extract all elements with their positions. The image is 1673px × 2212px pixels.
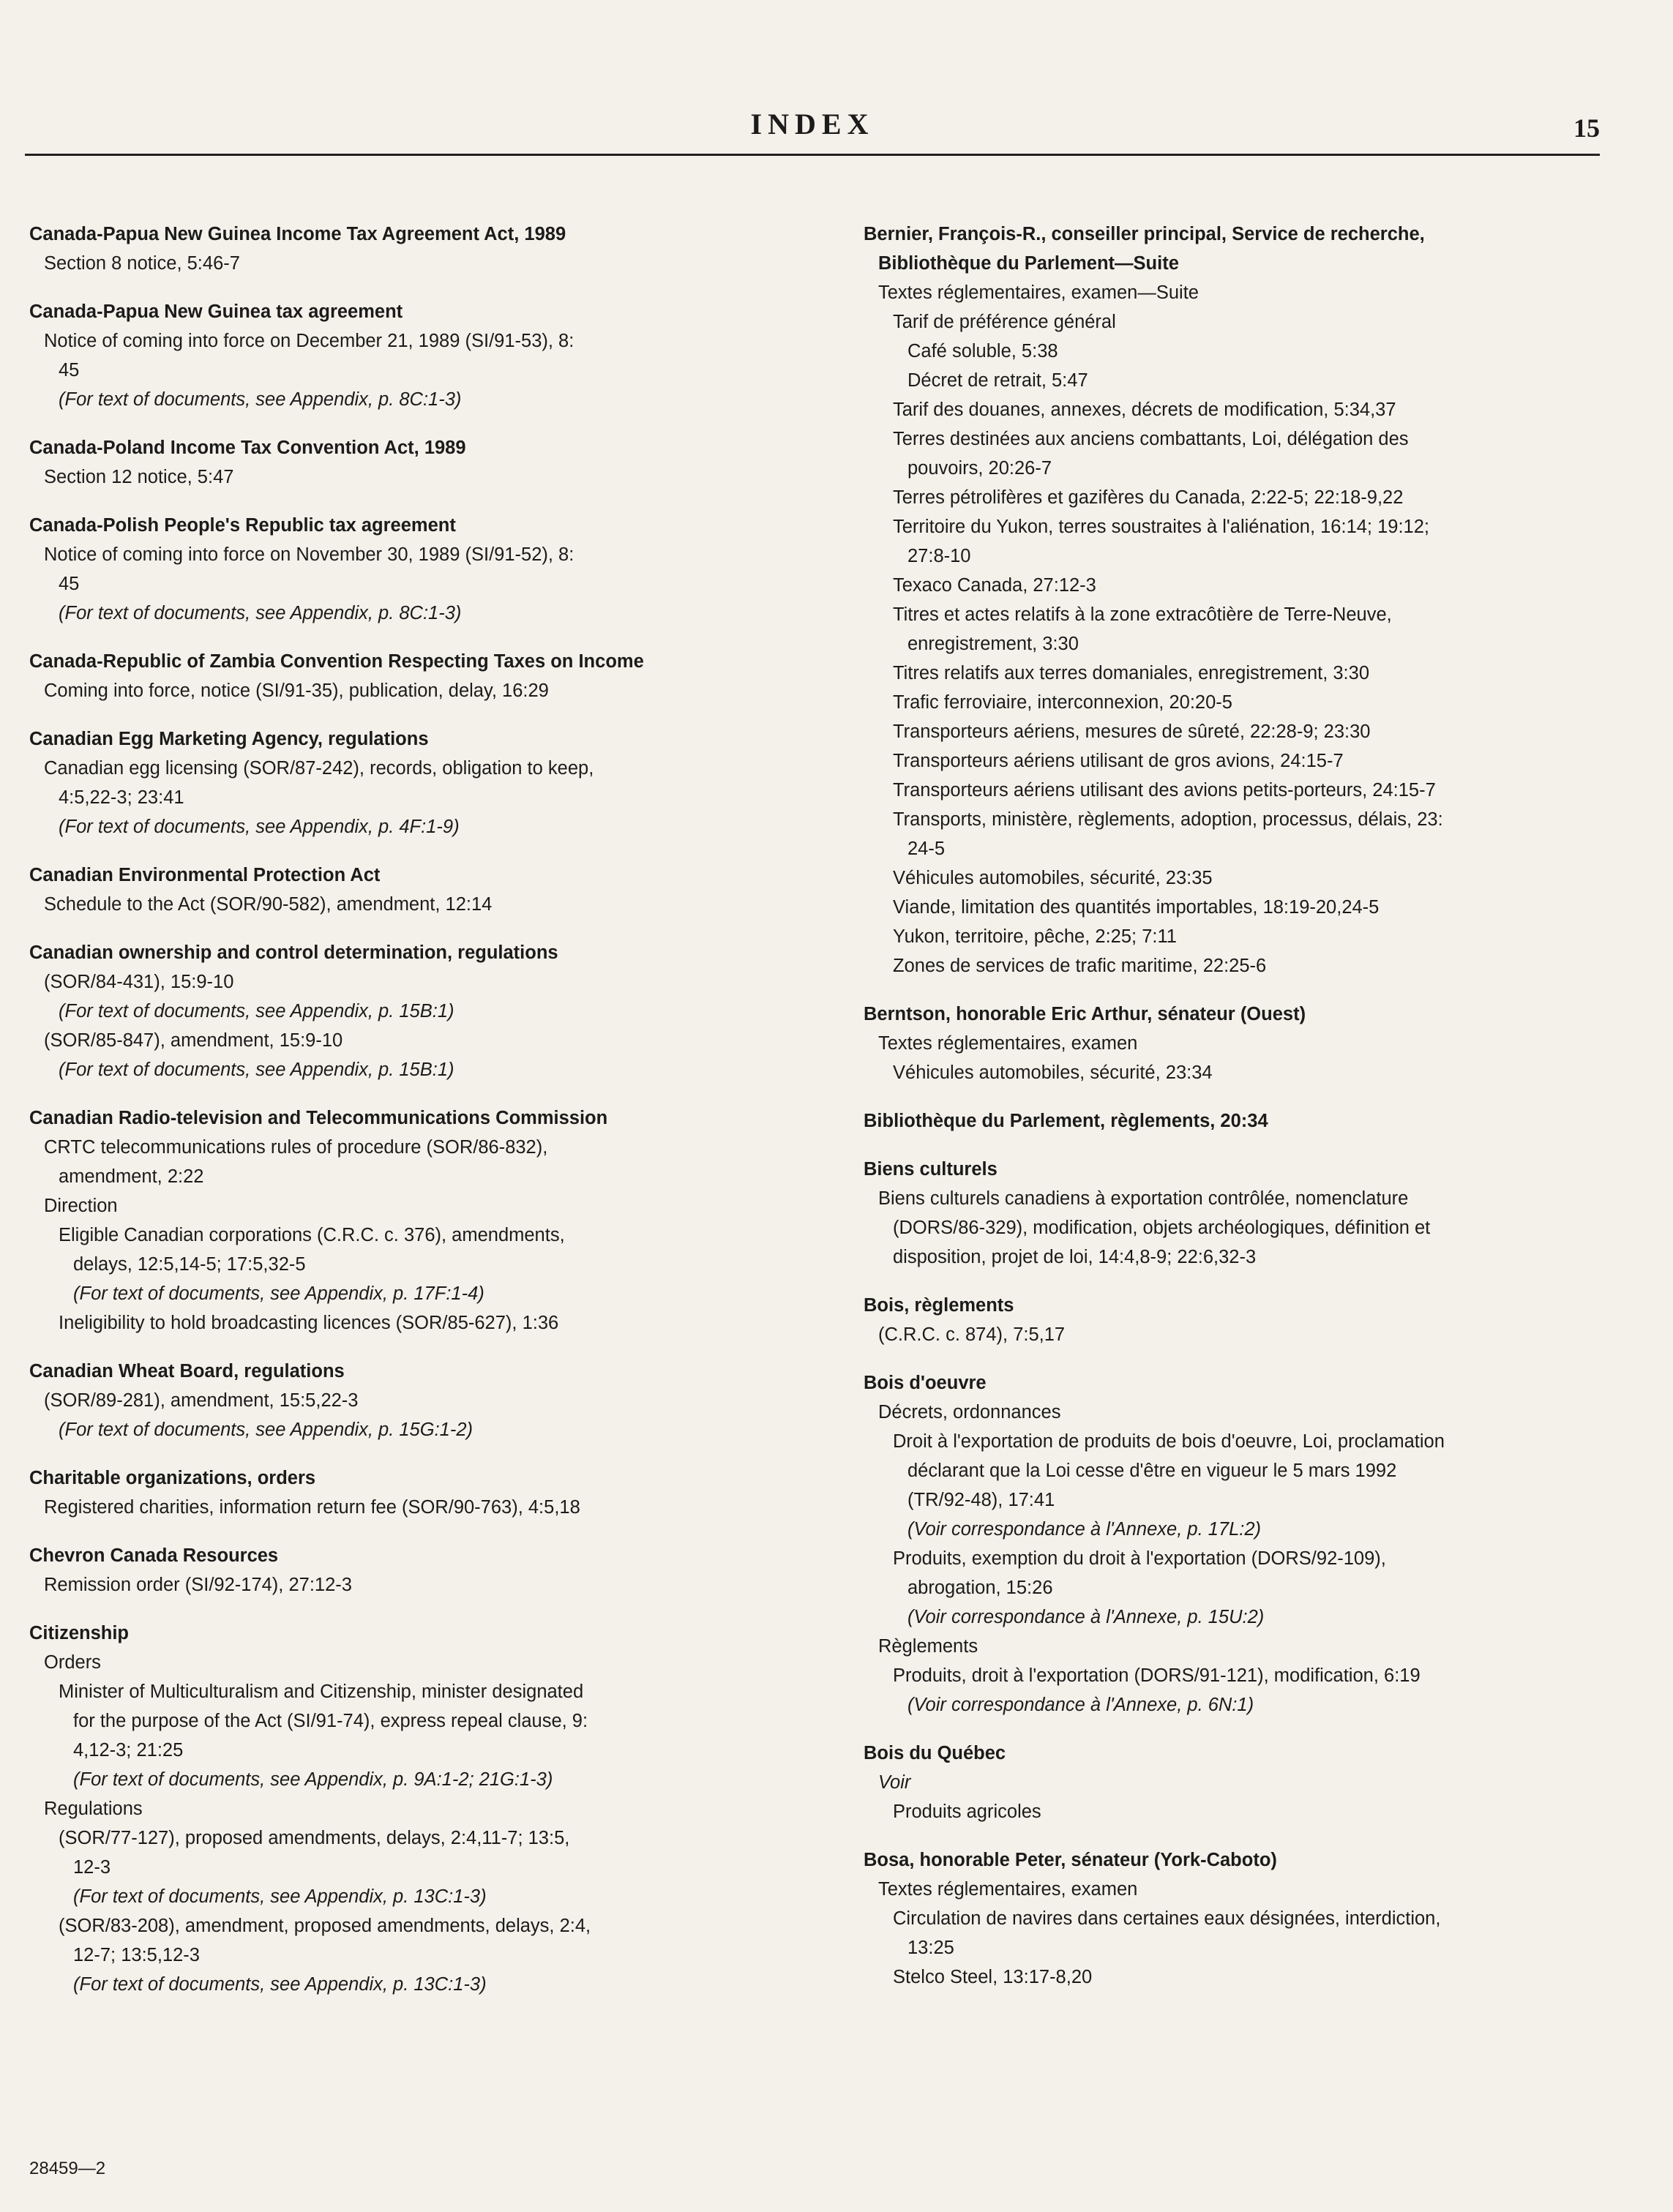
index-line: 45 [59,360,80,380]
index-entry [29,511,783,628]
index-line: Notice of coming into force on November 30, 1989 (SI/91-52), 8: [44,544,574,565]
index-line: 45 [59,574,80,594]
index-line: Véhicules automobiles, sécurité, 23:35 [893,868,1213,888]
index-line: Registered charities, information return fee (SOR/90-763), 4:5,18 [44,1497,580,1518]
index-line: Produits agricoles [893,1802,1041,1822]
index-line: Yukon, territoire, pêche, 2:25; 7:11 [893,926,1177,947]
index-column-left [29,220,783,2018]
index-line: Transporteurs aériens utilisant des avions petits-porteurs, 24:15-7 [893,780,1436,801]
index-line: 4:5,22-3; 23:41 [59,787,184,808]
index-line: déclarant que la Loi cesse d'être en vigueur le 5 mars 1992 [907,1461,1397,1481]
index-line: Minister of Multiculturalism and Citizenship, minister designated [59,1682,584,1702]
index-heading: Bernier, François-R., conseiller principal, Service de recherche, [864,224,1425,244]
index-line: (C.R.C. c. 874), 7:5,17 [878,1324,1066,1345]
index-line: (For text of documents, see Appendix, p. 8C:1-3) [59,603,462,623]
index-line: Viande, limitation des quantités importables, 18:19-20,24-5 [893,897,1380,918]
index-line: Textes réglementaires, examen—Suite [878,282,1199,303]
index-line: pouvoirs, 20:26-7 [907,458,1052,479]
index-line: Eligible Canadian corporations (C.R.C. c. 376), amendments, [59,1225,565,1245]
index-line: Zones de services de trafic maritime, 22:25-6 [893,956,1267,976]
page-title: INDEX [750,108,875,140]
index-heading: Bois, règlements [864,1295,1014,1316]
index-line: (Voir correspondance à l'Annexe, p. 17L:2) [907,1519,1262,1540]
index-entry [29,1463,783,1522]
index-line: Textes réglementaires, examen [878,1879,1138,1900]
index-line: Stelco Steel, 13:17-8,20 [893,1967,1093,1987]
index-line: enregistrement, 3:30 [907,634,1079,654]
index-line: Décret de retrait, 5:47 [907,370,1088,391]
index-line: Terres destinées aux anciens combattants, Loi, délégation des [893,429,1409,449]
index-line: amendment, 2:22 [59,1166,204,1187]
index-line: (SOR/89-281), amendment, 15:5,22-3 [44,1390,359,1411]
index-line: disposition, projet de loi, 14:4,8-9; 22:6,32-3 [893,1247,1257,1267]
index-heading: Canada-Poland Income Tax Convention Act, 1989 [29,438,466,458]
index-line: Café soluble, 5:38 [907,341,1058,361]
index-line: Notice of coming into force on December 21, 1989 (SI/91-53), 8: [44,331,574,351]
index-entry [29,1619,783,1999]
index-line: (For text of documents, see Appendix, p. 9A:1-2; 21G:1-3) [73,1769,553,1790]
index-line: Coming into force, notice (SI/91-35), publication, delay, 16:29 [44,681,549,701]
index-line: (For text of documents, see Appendix, p. 4F:1-9) [59,817,460,837]
index-heading: Chevron Canada Resources [29,1545,279,1566]
index-line: (SOR/84-431), 15:9-10 [44,972,234,992]
index-line: Orders [44,1652,101,1673]
index-line: Schedule to the Act (SOR/90-582), amendment, 12:14 [44,894,493,915]
index-line: Regulations [44,1799,143,1819]
index-line: (For text of documents, see Appendix, p. 13C:1-3) [73,1886,487,1907]
index-line: (SOR/85-847), amendment, 15:9-10 [44,1030,343,1051]
index-line: Voir [878,1772,911,1793]
index-line: Tarif de préférence général [893,312,1116,332]
index-line: 24-5 [907,839,946,859]
index-line: Transporteurs aériens, mesures de sûreté, 22:28-9; 23:30 [893,721,1371,742]
index-entry [29,220,783,278]
index-line: Bibliothèque du Parlement—Suite [878,253,1179,274]
index-heading: Canadian ownership and control determination, regulations [29,942,558,963]
index-column-right [864,220,1639,2011]
index-line: (For text of documents, see Appendix, p. 13C:1-3) [73,1974,487,1995]
index-line: (DORS/86-329), modification, objets archéologiques, définition et [893,1218,1431,1238]
index-heading: Canada-Republic of Zambia Convention Respecting Taxes on Income [29,651,644,672]
index-line: (For text of documents, see Appendix, p. 17F:1-4) [73,1283,484,1304]
index-line: Section 12 notice, 5:47 [44,467,234,487]
index-entry [864,1845,1639,1992]
index-line: (For text of documents, see Appendix, p. 15B:1) [59,1001,454,1021]
index-line: (Voir correspondance à l'Annexe, p. 15U:2) [907,1607,1265,1627]
index-line: Droit à l'exportation de produits de bois d'oeuvre, Loi, proclamation [893,1431,1445,1452]
index-line: (SOR/83-208), amendment, proposed amendments, delays, 2:4, [59,1916,591,1936]
index-heading: Canadian Egg Marketing Agency, regulations [29,729,429,749]
index-entry [864,1106,1639,1136]
index-line: Texaco Canada, 27:12-3 [893,575,1096,596]
index-line: delays, 12:5,14-5; 17:5,32-5 [73,1254,306,1275]
index-line: 12-7; 13:5,12-3 [73,1945,200,1965]
index-entry [29,724,783,841]
index-line: Terres pétrolifères et gazifères du Canada, 2:22-5; 22:18-9,22 [893,487,1404,508]
index-heading: Citizenship [29,1623,130,1643]
index-entry [864,1155,1639,1272]
index-entry [864,220,1639,981]
index-heading: Canadian Radio-television and Telecommunications Commission [29,1108,608,1128]
index-line: 12-3 [73,1857,111,1878]
index-line: Produits, exemption du droit à l'exportation (DORS/92-109), [893,1548,1386,1569]
index-heading: Canadian Wheat Board, regulations [29,1361,345,1381]
index-line: Véhicules automobiles, sécurité, 23:34 [893,1062,1213,1083]
index-line: (For text of documents, see Appendix, p. 15G:1-2) [59,1420,474,1440]
index-heading: Canada-Polish People's Republic tax agreement [29,515,456,536]
index-line: (For text of documents, see Appendix, p. 15B:1) [59,1060,454,1080]
index-line: (SOR/77-127), proposed amendments, delays, 2:4,11-7; 13:5, [59,1828,570,1848]
index-heading: Charitable organizations, orders [29,1468,316,1488]
page-number: 15 [1573,113,1600,143]
page-header [25,102,1600,156]
index-line: CRTC telecommunications rules of procedure (SOR/86-832), [44,1137,548,1158]
index-entry [29,938,783,1084]
index-line: (Voir correspondance à l'Annexe, p. 6N:1) [907,1695,1254,1715]
index-line: Titres relatifs aux terres domaniales, enregistrement, 3:30 [893,663,1370,683]
index-heading: Canada-Papua New Guinea tax agreement [29,301,403,322]
index-entry [864,1739,1639,1826]
index-line: Section 8 notice, 5:46-7 [44,253,240,274]
index-entry [29,1357,783,1444]
index-heading: Canada-Papua New Guinea Income Tax Agreement Act, 1989 [29,224,566,244]
index-heading: Canadian Environmental Protection Act [29,865,381,885]
index-line: 27:8-10 [907,546,971,566]
index-entry [864,1291,1639,1349]
index-line: Textes réglementaires, examen [878,1033,1138,1054]
index-line: Direction [44,1196,118,1216]
index-entry [29,1541,783,1600]
index-line: 4,12-3; 21:25 [73,1740,184,1761]
index-entry [29,1103,783,1338]
index-line: abrogation, 15:26 [907,1578,1053,1598]
index-line: Trafic ferroviaire, interconnexion, 20:20-5 [893,692,1232,713]
index-line: Règlements [878,1636,978,1657]
index-entry [864,1368,1639,1720]
index-line: Biens culturels canadiens à exportation contrôlée, nomenclature [878,1188,1409,1209]
index-entry [29,433,783,492]
index-line: Circulation de navires dans certaines eaux désignées, interdiction, [893,1908,1441,1929]
index-heading: Bois du Québec [864,1743,1006,1763]
index-heading: Biens culturels [864,1159,998,1180]
index-heading: Bois d'oeuvre [864,1373,987,1393]
index-line: Décrets, ordonnances [878,1402,1061,1422]
index-line: (For text of documents, see Appendix, p. 8C:1-3) [59,389,462,410]
index-entry [29,647,783,705]
index-line: for the purpose of the Act (SI/91-74), express repeal clause, 9: [73,1711,588,1731]
index-entry [864,1000,1639,1087]
index-line: Produits, droit à l'exportation (DORS/91-121), modification, 6:19 [893,1665,1421,1686]
index-heading: Berntson, honorable Eric Arthur, sénateur (Ouest) [864,1004,1306,1024]
index-line: 13:25 [907,1938,954,1958]
index-line: Territoire du Yukon, terres soustraites à l'aliénation, 16:14; 19:12; [893,517,1430,537]
index-line: Ineligibility to hold broadcasting licences (SOR/85-627), 1:36 [59,1313,559,1333]
index-heading: Bosa, honorable Peter, sénateur (York-Caboto) [864,1850,1277,1870]
index-line: Canadian egg licensing (SOR/87-242), records, obligation to keep, [44,758,594,779]
index-entry [29,297,783,414]
index-heading: Bibliothèque du Parlement, règlements, 20:34 [864,1111,1268,1131]
index-line: Titres et actes relatifs à la zone extracôtière de Terre-Neuve, [893,604,1392,625]
index-line: Transports, ministère, règlements, adoption, processus, délais, 23: [893,809,1443,830]
index-entry [29,861,783,919]
index-line: Tarif des douanes, annexes, décrets de modification, 5:34,37 [893,400,1396,420]
index-line: (TR/92-48), 17:41 [907,1490,1055,1510]
index-line: Remission order (SI/92-174), 27:12-3 [44,1575,352,1595]
footer-code: 28459—2 [29,2159,106,2178]
index-line: Transporteurs aériens utilisant de gros avions, 24:15-7 [893,751,1344,771]
